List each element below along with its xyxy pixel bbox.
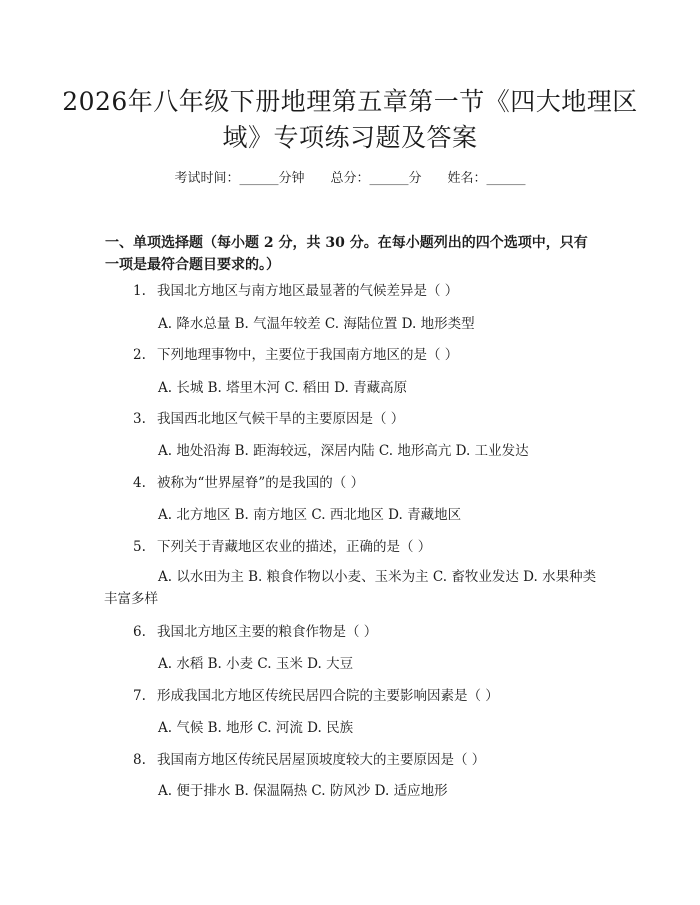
question-text: 形成我国北方地区传统民居四合院的主要影响因素是（ ）: [157, 688, 499, 704]
page-title: 2026年八年级下册地理第五章第一节《四大地理区域》专项练习题及答案: [62, 87, 638, 152]
section-heading: 一、单项选择题（每小题 2 分，共 30 分。在每小题列出的四个选项中，只有一项是最符合题目要求的。）: [105, 235, 588, 273]
question-text: 我国西北地区气候干旱的主要原因是（ ）: [157, 411, 405, 427]
question-text: 被称为“世界屋脊”的是我国的（ ）: [157, 475, 365, 491]
question-item: [133, 538, 603, 556]
question-number: 7.: [133, 688, 146, 704]
question-number: 1.: [133, 283, 146, 299]
question-item: [133, 474, 603, 492]
question-options: A. 以水田为主 B. 粮食作物以小麦、玉米为主 C. 畜牧业发达 D. 水果种类丰富多样: [104, 569, 597, 607]
question-item: [133, 346, 603, 364]
question-text: 我国北方地区与南方地区最显著的气候差异是（ ）: [157, 283, 459, 299]
question-options: A. 长城 B. 塔里木河 C. 稻田 D. 青藏高原: [158, 380, 408, 396]
question-text: 下列地理事物中，主要位于我国南方地区的是（ ）: [157, 347, 459, 363]
question-options: A. 便于排水 B. 保温隔热 C. 防风沙 D. 适应地形: [158, 783, 448, 799]
question-options: A. 北方地区 B. 南方地区 C. 西北地区 D. 青藏地区: [158, 507, 462, 523]
question-number: 8.: [133, 752, 146, 768]
question-text: 我国南方地区传统民居屋顶坡度较大的主要原因是（ ）: [157, 752, 486, 768]
question-options: A. 降水总量 B. 气温年较差 C. 海陆位置 D. 地形类型: [158, 316, 475, 332]
question-item: [133, 687, 603, 705]
question-number: 2.: [133, 347, 146, 363]
question-number: 4.: [133, 475, 146, 491]
question-options: A. 水稻 B. 小麦 C. 玉米 D. 大豆: [158, 656, 354, 672]
exam-time: 考试时间：______分钟: [174, 171, 305, 186]
question-item: [133, 623, 603, 641]
question-item: [133, 751, 603, 769]
question-options: A. 气候 B. 地形 C. 河流 D. 民族: [158, 720, 354, 736]
question-options: A. 地处沿海 B. 距海较远，深居内陆 C. 地形高亢 D. 工业发达: [158, 443, 529, 459]
exam-meta: [0, 170, 700, 188]
question-item: [133, 410, 603, 428]
question-text: 我国北方地区主要的粮食作物是（ ）: [157, 624, 378, 640]
question-number: 3.: [133, 411, 146, 427]
exam-total-score: 总分：______分: [330, 171, 422, 186]
question-text: 下列关于青藏地区农业的描述，正确的是（ ）: [157, 539, 432, 555]
exam-name: 姓名：______: [447, 171, 526, 186]
question-number: 6.: [133, 624, 146, 640]
question-item: [133, 282, 603, 300]
question-number: 5.: [133, 539, 146, 555]
